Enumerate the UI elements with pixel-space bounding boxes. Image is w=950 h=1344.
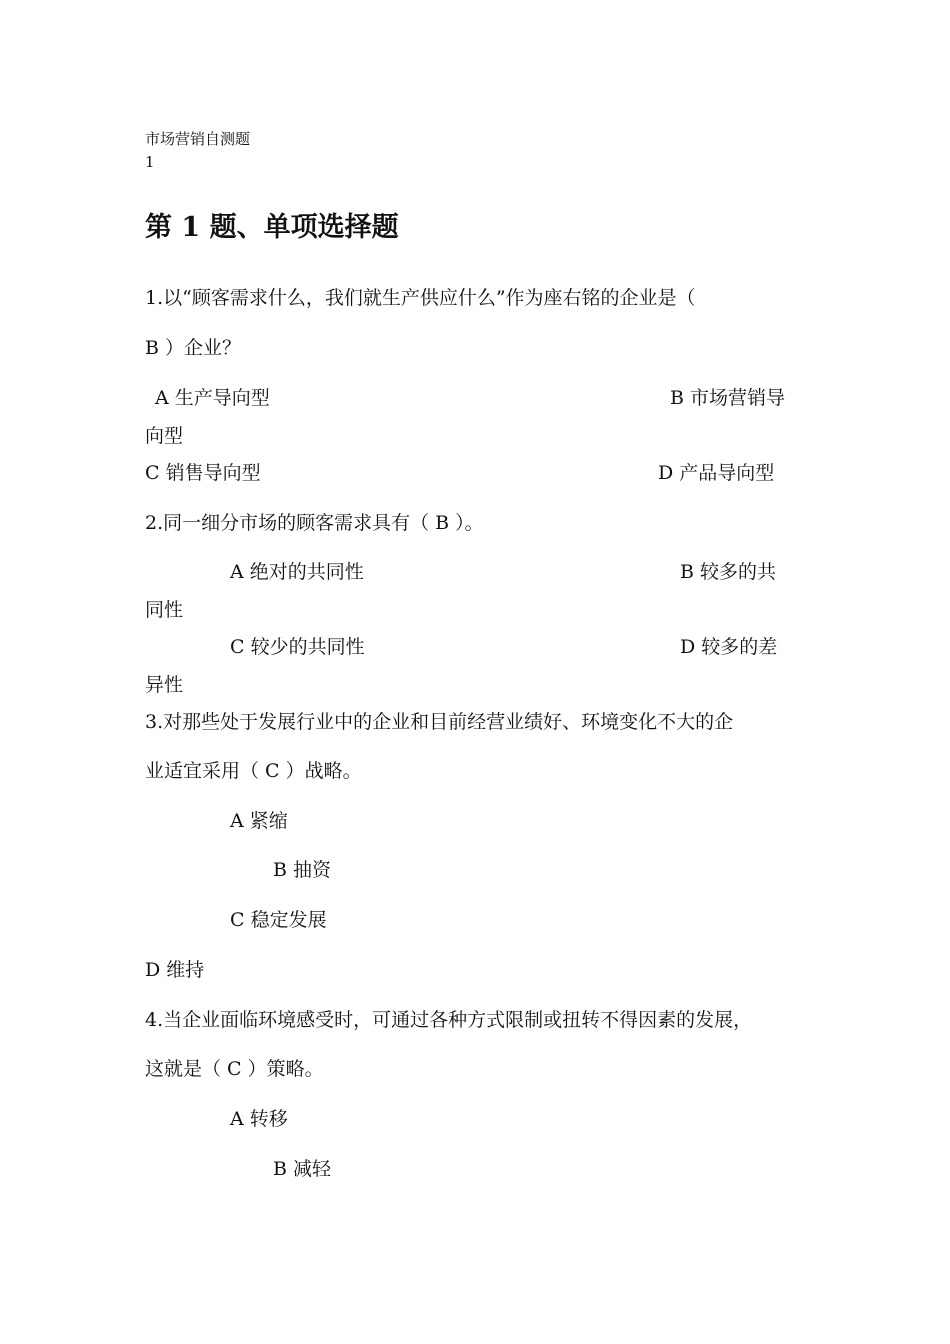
page-number: 1 [145,153,155,171]
question-text: 1.以“顾客需求什么，我们就生产供应什么”作为座右铭的企业是（ [145,287,696,309]
question-text: 业适宜采用（ C ）战略。 [145,760,362,782]
option-b: B 较多的共 [680,561,777,583]
option-b: B 减轻 [273,1158,332,1180]
option-c: C 销售导向型 [145,462,261,484]
option-a: A 生产导向型 [155,387,270,409]
option-b-continued: 向型 [145,425,184,447]
option-a: A 转移 [230,1108,288,1130]
section-title: 第 1 题、单项选择题 [145,212,399,243]
question-text: 2.同一细分市场的顾客需求具有（ B ）。 [145,512,484,534]
question-text: 3.对那些处于发展行业中的企业和目前经营业绩好、环境变化不大的企 [145,711,734,733]
option-c: C 较少的共同性 [230,636,365,658]
option-a: A 紧缩 [230,810,288,832]
option-c: C 稳定发展 [230,909,327,931]
question-text: 4.当企业面临环境感受时，可通过各种方式限制或扭转不得因素的发展， [145,1009,753,1031]
option-a: A 绝对的共同性 [230,561,364,583]
option-d: D 较多的差 [680,636,778,658]
option-b: B 市场营销导 [670,387,786,409]
option-d: D 产品导向型 [658,462,775,484]
option-d-continued: 异性 [145,674,184,696]
doc-header-title: 市场营销自测题 [145,130,251,148]
option-b: B 抽资 [273,859,332,881]
option-b-continued: 同性 [145,599,184,621]
option-d: D 维持 [145,959,205,981]
question-text: B ）企业？ [145,337,242,359]
question-text: 这就是（ C ）策略。 [145,1058,324,1080]
